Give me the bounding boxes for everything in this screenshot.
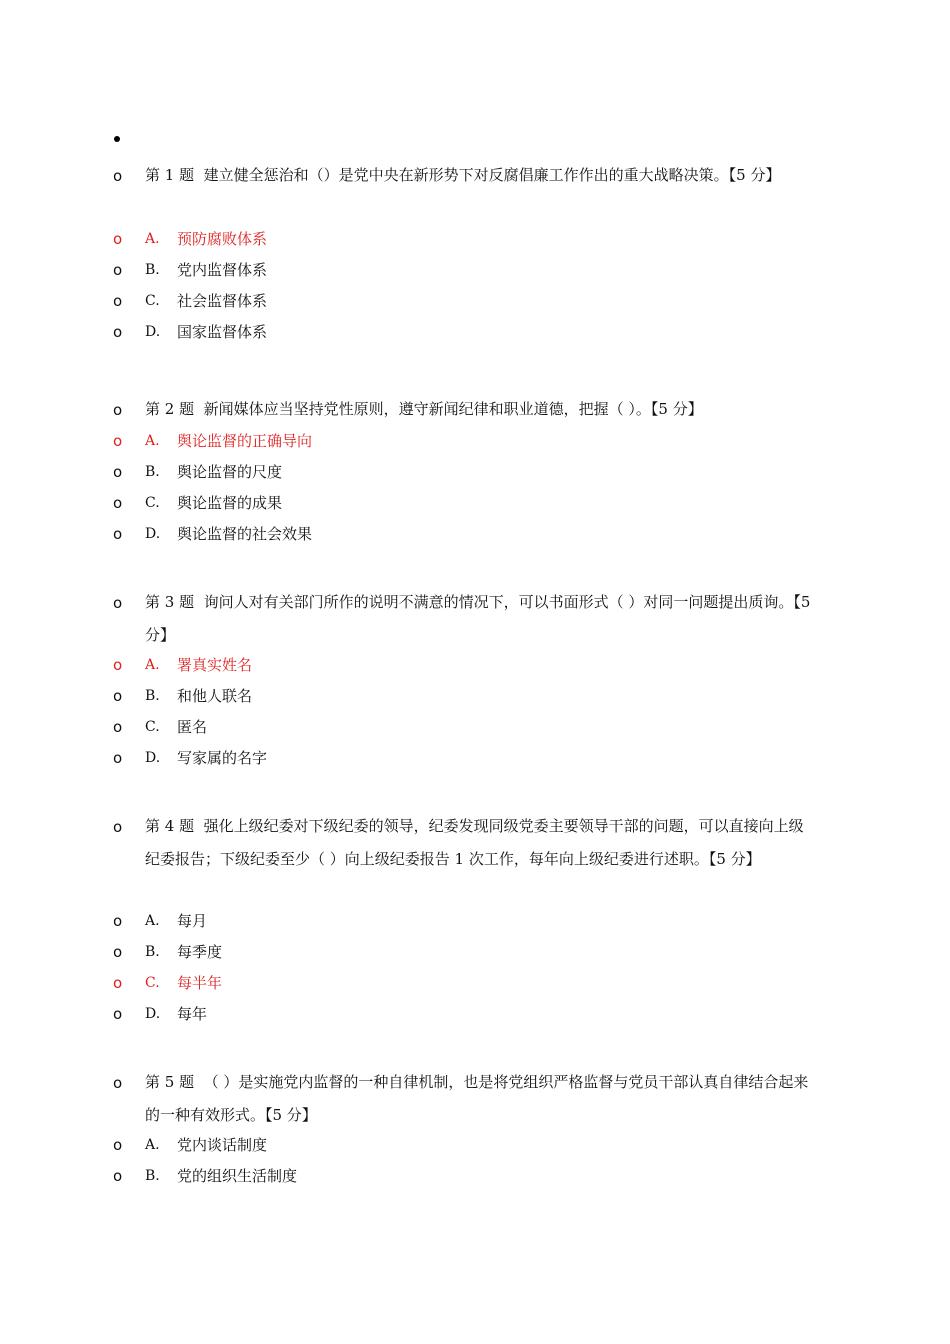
option-text: 和他人联名 xyxy=(177,687,253,705)
option-text: 每月 xyxy=(177,912,208,930)
option-marker: o xyxy=(113,494,123,512)
option-marker: o xyxy=(113,1167,123,1185)
option-marker: o xyxy=(113,656,123,674)
question-number: 第 5 题 xyxy=(145,1073,195,1091)
question-number: 第 1 题 xyxy=(145,166,195,184)
option-text: 社会监督体系 xyxy=(177,292,268,310)
option-text: 每季度 xyxy=(177,943,223,961)
question-number: 第 4 题 xyxy=(145,817,195,835)
option-letter: C. xyxy=(145,975,160,991)
option-letter: B. xyxy=(145,464,160,480)
option-letter: D. xyxy=(145,526,161,542)
option-letter: D. xyxy=(145,324,161,340)
option-marker: o xyxy=(113,463,123,481)
option-text: 国家监督体系 xyxy=(177,323,268,341)
question-text xyxy=(145,159,813,192)
option-letter: A. xyxy=(145,1137,160,1153)
option-letter: C. xyxy=(145,719,160,735)
option-letter: C. xyxy=(145,293,160,309)
option-marker: o xyxy=(113,749,123,767)
question-body: （ ）是实施党内监督的一种自律机制，也是将党组织严格监督与党员干部认真自律结合起来的一种有效形式。【5 分】 xyxy=(145,1073,809,1124)
list-bullet xyxy=(114,136,120,142)
option-marker: o xyxy=(113,323,123,341)
list-marker: o xyxy=(113,1074,123,1092)
option-text: 每半年 xyxy=(177,974,223,992)
option-marker: o xyxy=(113,432,123,450)
question-number: 第 2 题 xyxy=(145,400,195,418)
option-text: 党内谈话制度 xyxy=(177,1136,268,1154)
option-letter: B. xyxy=(145,944,160,960)
list-marker: o xyxy=(113,401,123,419)
option-text: 署真实姓名 xyxy=(177,656,253,674)
question-body: 强化上级纪委对下级纪委的领导，纪委发现同级党委主要领导干部的问题，可以直接向上级纪委报告；下级纪委至少（ ）向上级纪委报告 1 次工作，每年向上级纪委进行述职。【5 分】 xyxy=(145,817,804,868)
question-text xyxy=(145,586,813,652)
option-marker: o xyxy=(113,292,123,310)
option-text: 舆论监督的正确导向 xyxy=(177,432,313,450)
option-text: 写家属的名字 xyxy=(177,749,268,767)
option-letter: C. xyxy=(145,495,160,511)
option-text: 舆论监督的社会效果 xyxy=(177,525,313,543)
list-marker: o xyxy=(113,594,123,612)
question-text xyxy=(145,393,813,426)
option-marker: o xyxy=(113,1005,123,1023)
option-letter: B. xyxy=(145,262,160,278)
list-marker: o xyxy=(113,818,123,836)
option-letter: B. xyxy=(145,688,160,704)
question-number: 第 3 题 xyxy=(145,593,195,611)
option-marker: o xyxy=(113,943,123,961)
option-text: 匿名 xyxy=(177,718,208,736)
option-marker: o xyxy=(113,525,123,543)
option-letter: A. xyxy=(145,433,160,449)
question-body: 建立健全惩治和（）是党中央在新形势下对反腐倡廉工作作出的重大战略决策。【5 分】 xyxy=(203,166,781,184)
option-text: 舆论监督的尺度 xyxy=(177,463,283,481)
option-letter: B. xyxy=(145,1168,160,1184)
option-text: 预防腐败体系 xyxy=(177,230,268,248)
option-letter: A. xyxy=(145,231,160,247)
option-text: 党内监督体系 xyxy=(177,261,268,279)
option-letter: D. xyxy=(145,1006,161,1022)
option-marker: o xyxy=(113,718,123,736)
question-body: 询问人对有关部门所作的说明不满意的情况下，可以书面形式（ ）对同一问题提出质询。【5 分】 xyxy=(145,593,811,644)
question-text xyxy=(145,1066,813,1132)
option-letter: D. xyxy=(145,750,161,766)
option-letter: A. xyxy=(145,913,160,929)
list-marker: o xyxy=(113,167,123,185)
option-letter: A. xyxy=(145,657,160,673)
option-marker: o xyxy=(113,1136,123,1154)
option-text: 每年 xyxy=(177,1005,208,1023)
option-marker: o xyxy=(113,974,123,992)
option-marker: o xyxy=(113,687,123,705)
option-text: 舆论监督的成果 xyxy=(177,494,283,512)
option-marker: o xyxy=(113,230,123,248)
option-marker: o xyxy=(113,912,123,930)
option-marker: o xyxy=(113,261,123,279)
question-body: 新闻媒体应当坚持党性原则，遵守新闻纪律和职业道德，把握（ ）。【5 分】 xyxy=(203,400,703,418)
option-text: 党的组织生活制度 xyxy=(177,1167,298,1185)
question-text xyxy=(145,810,813,876)
